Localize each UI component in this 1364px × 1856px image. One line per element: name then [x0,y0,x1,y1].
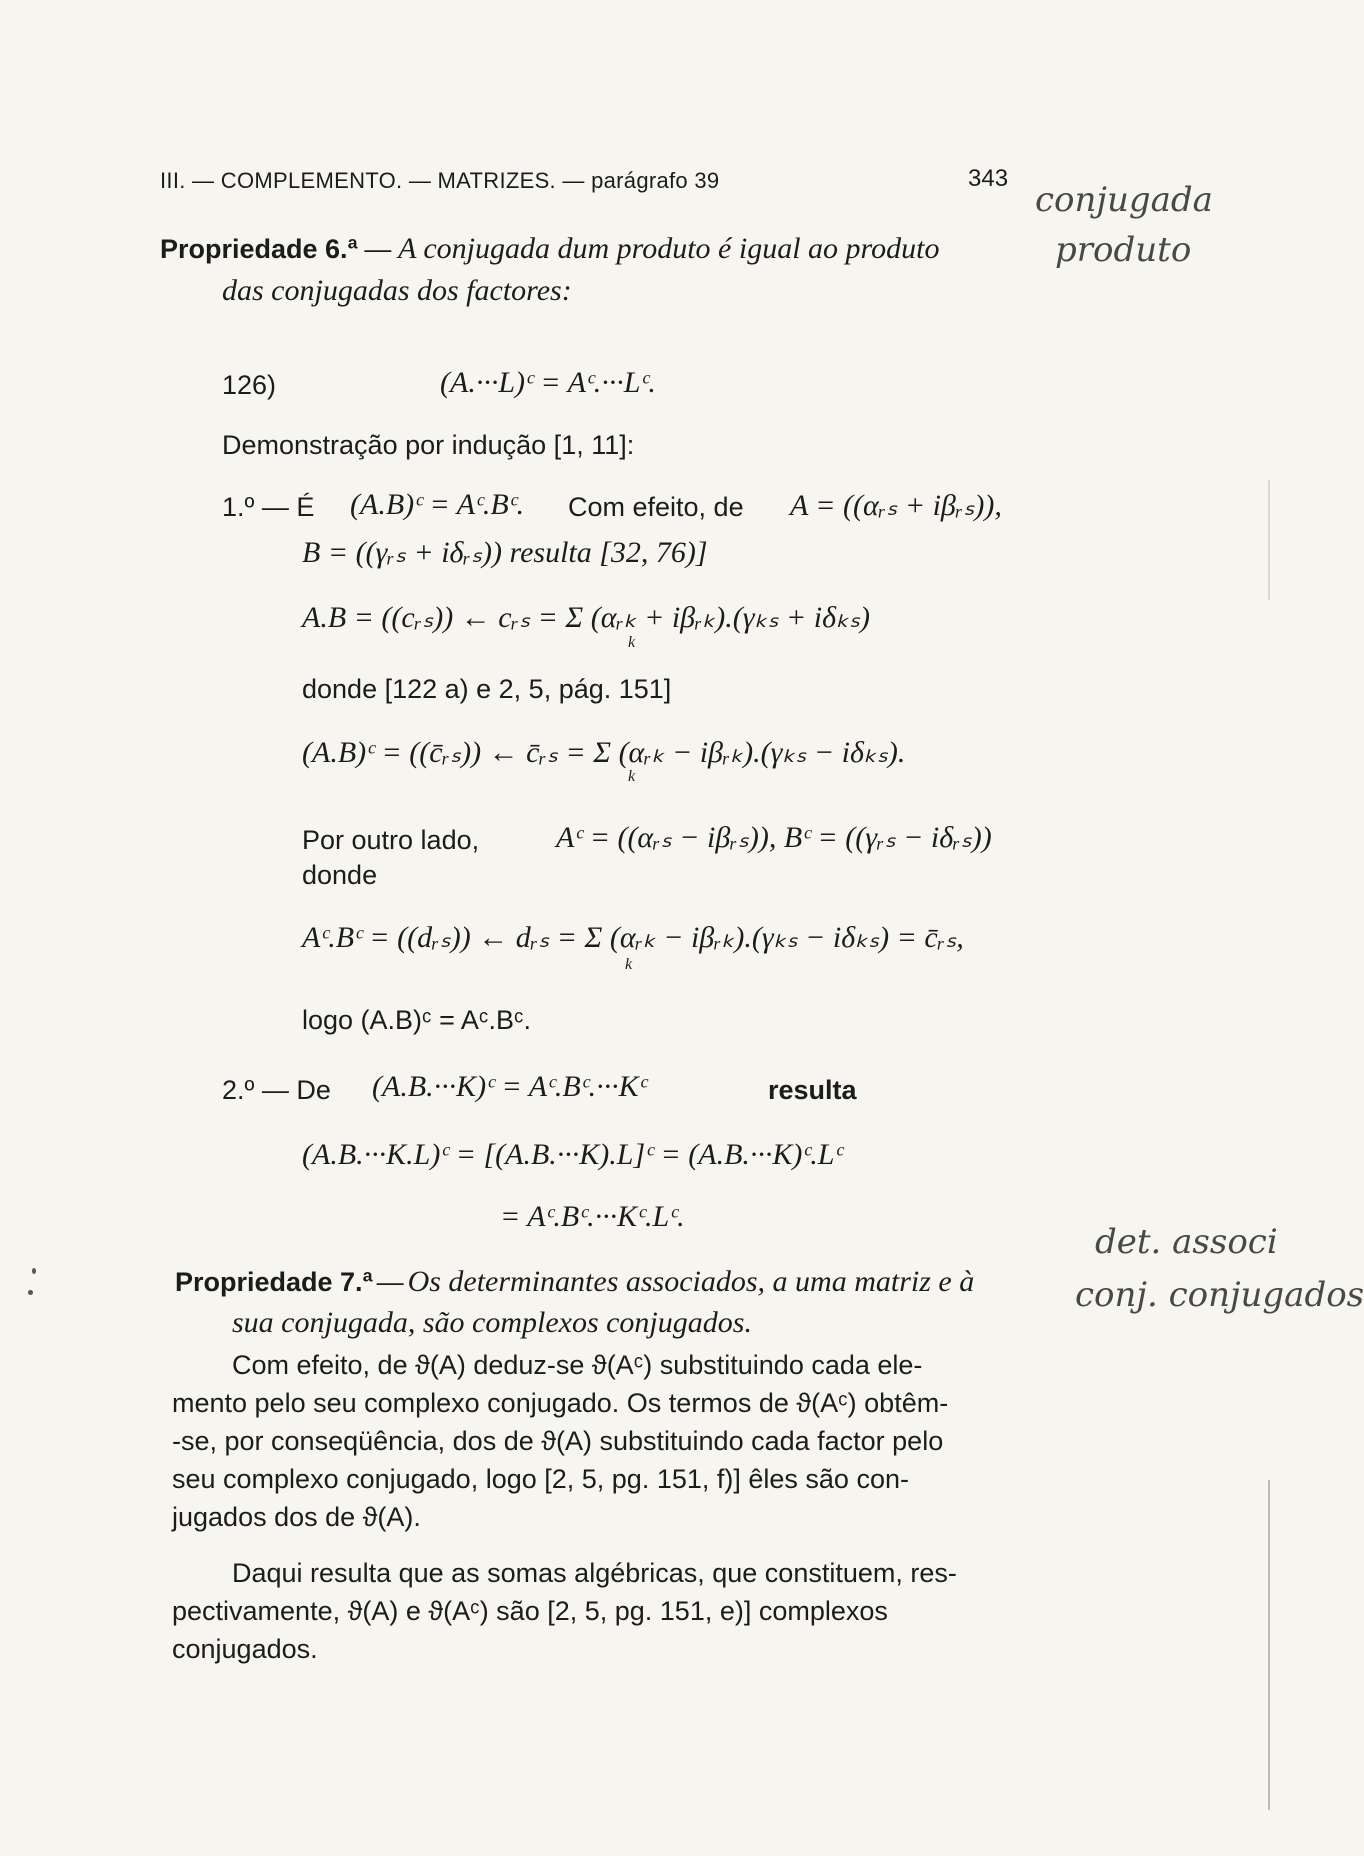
step1-A-definition: A = ((αᵣₛ + iβᵣₛ)), [790,489,1002,522]
handwritten-note-bottom-line1: det. associ [1095,1222,1278,1262]
equation-number-126: 126) [222,370,277,400]
step1-text: Com efeito, de [568,492,744,522]
para1-line3: -se, por conseqüência, dos de ϑ(A) substituindo cada factor pelo [172,1426,944,1456]
equation-126: (A.···L)ᶜ = Aᶜ.···Lᶜ. [440,366,656,399]
donde-reference: donde [122 a) e 2, 5, pág. 151] [302,674,672,704]
product-formula: A.B = ((cᵣₛ)) ← cᵣₛ = Σ (αᵣₖ + iβᵣₖ).(γₖₛ + iδₖₛ) [302,601,871,634]
scan-speck [32,1268,36,1274]
property-7-heading [175,1265,974,1299]
property-6-dash: — [364,234,392,264]
property-7-statement-line2: sua conjugada, são complexos conjugados. [232,1306,752,1339]
step2-line2: (A.B.···K.L)ᶜ = [(A.B.···K).L]ᶜ = (A.B.···K)ᶜ.Lᶜ [302,1138,843,1171]
property-7-statement-line1: Os determinantes associados, a uma matriz e à [407,1265,975,1298]
conjugate-A-B-definitions: Aᶜ = ((αᵣₛ − iβᵣₛ)), Bᶜ = ((γᵣₛ − iδᵣₛ)) [556,821,992,854]
para2-line1: Daqui resulta que as somas algébricas, que constituem, res- [232,1558,957,1588]
step2-resulta: resulta [768,1075,857,1105]
para2-line3: conjugados. [172,1634,318,1664]
para1-line2: mento pelo seu complexo conjugado. Os termos de ϑ(Aᶜ) obtêm- [172,1388,949,1418]
para1-line1: Com efeito, de ϑ(A) deduz-se ϑ(Aᶜ) substituindo cada ele- [232,1350,923,1380]
running-header: III. — COMPLEMENTO. — MATRIZES. — parágrafo 39 [160,168,720,193]
step1-label: 1.º — É [222,492,315,522]
proof-intro: Demonstração por indução [1, 11]: [222,430,635,460]
para1-line5: jugados dos de ϑ(A). [172,1502,421,1532]
property-6-statement-line1: A conjugada dum produto é igual ao produto [398,232,940,265]
step1-formula: (A.B)ᶜ = Aᶜ.Bᶜ. [350,488,525,521]
page-edge-shadow [1268,1480,1270,1810]
page-number: 343 [968,165,1009,192]
scan-speck [28,1290,33,1295]
d-product-formula: Aᶜ.Bᶜ = ((dᵣₛ)) ← dᵣₛ = Σ (αᵣₖ − iβᵣₖ).(γₖₛ − iδₖₛ) = c̄ᵣₛ, [302,921,964,954]
page-edge-shadow [1268,480,1270,600]
property-6-heading [160,232,939,266]
step2-label: 2.º — De [222,1075,331,1105]
property-6-label: Propriedade 6.ª [160,234,358,264]
logo-conclusion: logo (A.B)ᶜ = Aᶜ.Bᶜ. [302,1005,532,1035]
conjugate-product-formula: (A.B)ᶜ = ((c̄ᵣₛ)) ← c̄ᵣₛ = Σ (αᵣₖ − iβᵣₖ).(γₖₛ − iδₖₛ). [302,736,906,769]
para1-line4: seu complexo conjugado, logo [2, 5, pg. 151, f)] êles são con- [172,1464,909,1494]
por-outro-lado: Por outro lado, [302,825,480,855]
step1-B-definition: B = ((γᵣₛ + iδᵣₛ)) resulta [32, 76)] [302,536,708,569]
donde-2: donde [302,860,378,890]
d-sum-index: k [625,956,633,973]
conjugate-sum-index: k [628,768,636,785]
property-7-dash: — [376,1267,404,1297]
property-7-label: Propriedade 7.ª [175,1267,373,1297]
handwritten-note-top-line2: produto [1055,230,1192,270]
handwritten-note-top-line1: conjugada [1035,180,1213,220]
para2-line2: pectivamente, ϑ(A) e ϑ(Aᶜ) são [2, 5, pg. 151, e)] complexos [172,1596,888,1626]
step2-formula: (A.B.···K)ᶜ = Aᶜ.Bᶜ.···Kᶜ [372,1070,647,1103]
handwritten-note-bottom-line2: conj. conjugados [1075,1275,1364,1315]
product-sum-index: k [628,634,636,651]
step2-line3: = Aᶜ.Bᶜ.···Kᶜ.Lᶜ. [500,1200,685,1233]
property-6-statement-line2: das conjugadas dos factores: [222,274,572,307]
